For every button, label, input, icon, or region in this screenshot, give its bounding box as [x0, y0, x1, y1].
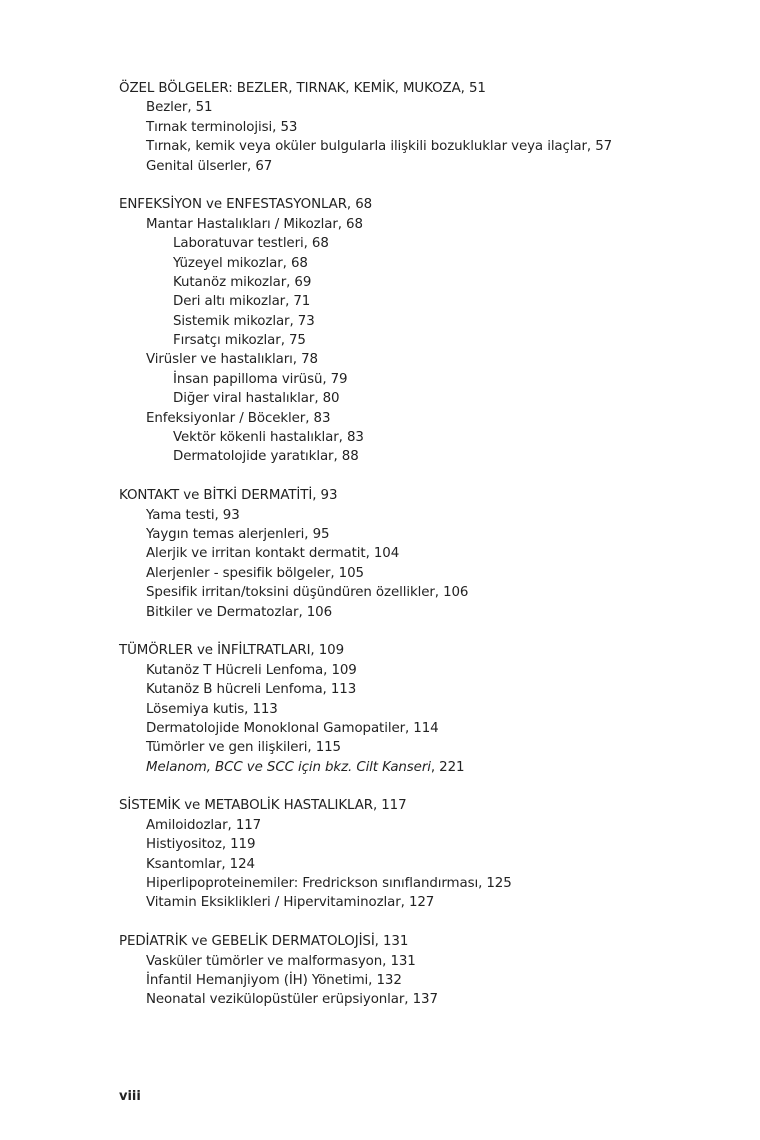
- toc-subentry: Deri altı mikozlar, 71: [173, 294, 311, 310]
- toc-entry: Alerjik ve irritan kontakt dermatit, 104: [146, 546, 400, 562]
- toc-entry: Kutanöz B hücreli Lenfoma, 113: [146, 682, 357, 698]
- toc-subentry: Kutanöz mikozlar, 69: [173, 274, 312, 290]
- toc-entry: Spesifik irritan/toksini düşündüren özellikler, 106: [146, 585, 469, 601]
- toc-entry: Hiperlipoproteinemiler: Fredrickson sınıflandırması, 125: [146, 876, 512, 892]
- toc-entry: Ksantomlar, 124: [146, 856, 255, 872]
- toc-entry: Yama testi, 93: [146, 507, 240, 523]
- toc-entry: Bezler, 51: [146, 100, 213, 116]
- page-number: viii: [119, 1089, 141, 1104]
- toc-entry: Enfeksiyonlar / Böcekler, 83: [146, 410, 331, 426]
- section-heading: ÖZEL BÖLGELER: BEZLER, TIRNAK, KEMİK, MUKOZA, 51: [119, 81, 486, 96]
- toc-subentry: Laboratuvar testleri, 68: [173, 236, 329, 252]
- toc-entry: Kutanöz T Hücreli Lenfoma, 109: [146, 662, 357, 678]
- toc-entry: Yaygın temas alerjenleri, 95: [146, 526, 330, 542]
- toc-section: [119, 796, 719, 912]
- toc-entry: Histiyositoz, 119: [146, 837, 256, 853]
- toc-entry: Genital ülserler, 67: [146, 158, 273, 174]
- toc-entry: Amiloidozlar, 117: [146, 817, 262, 833]
- toc-section: [119, 641, 719, 777]
- section-heading: TÜMÖRLER ve İNFİLTRATLARI, 109: [119, 643, 345, 659]
- toc-subentry: Vektör kökenli hastalıklar, 83: [173, 430, 364, 446]
- section-heading: KONTAKT ve BİTKİ DERMATİTİ, 93: [119, 488, 338, 504]
- toc-entry: Neonatal vezikülopüstüler erüpsiyonlar, 137: [146, 992, 438, 1008]
- toc-entry: Tümörler ve gen ilişkileri, 115: [146, 740, 341, 756]
- toc-entry: Bitkiler ve Dermatozlar, 106: [146, 604, 333, 620]
- toc-subentry: İnsan papilloma virüsü, 79: [173, 371, 348, 387]
- section-heading: ENFEKSİYON ve ENFESTASYONLAR, 68: [119, 197, 373, 213]
- toc-subentry: Sistemik mikozlar, 73: [173, 313, 315, 329]
- toc-entry: Vasküler tümörler ve malformasyon, 131: [146, 953, 416, 969]
- toc-entry: Lösemiya kutis, 113: [146, 701, 278, 717]
- toc-subentry: Yüzeyel mikozlar, 68: [173, 255, 308, 271]
- toc-section: [119, 486, 719, 622]
- toc-section: [119, 195, 719, 466]
- toc-entry: Vitamin Eksiklikleri / Hipervitaminozlar, 127: [146, 895, 435, 911]
- table-of-contents: [119, 79, 719, 1029]
- toc-entry: Tırnak terminolojisi, 53: [146, 119, 298, 135]
- toc-subentry: Diğer viral hastalıklar, 80: [173, 391, 340, 407]
- section-heading: PEDİATRİK ve GEBELİK DERMATOLOJİSİ, 131: [119, 934, 409, 950]
- page-ref: , 221: [430, 759, 465, 775]
- toc-subentry: Fırsatçı mikozlar, 75: [173, 333, 306, 349]
- cross-reference-text: Melanom, BCC ve SCC için bkz. Cilt Kanseri: [146, 759, 431, 775]
- toc-entry: [119, 758, 719, 777]
- section-heading: SİSTEMİK ve METABOLİK HASTALIKLAR, 117: [119, 798, 407, 814]
- toc-entry: Virüsler ve hastalıkları, 78: [146, 352, 318, 368]
- toc-entry: Dermatolojide Monoklonal Gamopatiler, 114: [146, 720, 439, 736]
- toc-entry: Alerjenler - spesifik bölgeler, 105: [146, 565, 364, 581]
- toc-section: [119, 932, 719, 1010]
- toc-entry: Mantar Hastalıkları / Mikozlar, 68: [146, 216, 363, 232]
- toc-section: [119, 79, 719, 176]
- toc-entry: İnfantil Hemanjiyom (İH) Yönetimi, 132: [146, 972, 402, 988]
- toc-entry: Tırnak, kemik veya oküler bulgularla ilişkili bozukluklar veya ilaçlar, 57: [146, 139, 613, 155]
- toc-subentry: Dermatolojide yaratıklar, 88: [173, 449, 359, 465]
